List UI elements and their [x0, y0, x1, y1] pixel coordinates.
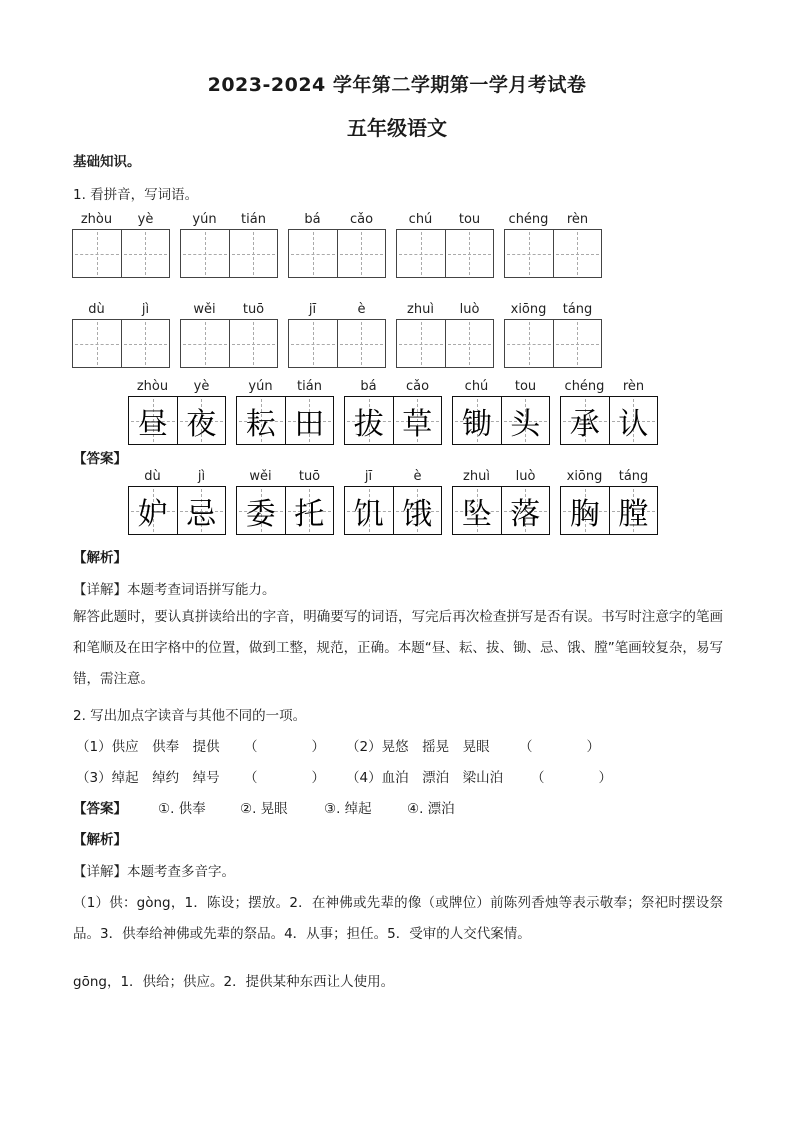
tianzige-cell[interactable]: [121, 230, 170, 277]
pinyin-label: tou: [458, 212, 481, 227]
tianzige-box[interactable]: [396, 319, 494, 368]
pinyin-label: wěi: [249, 469, 272, 484]
pinyin-label: cǎo: [405, 379, 430, 394]
pinyin-label: chéng: [564, 379, 605, 394]
tianzige-box[interactable]: [72, 229, 170, 278]
detail-text: 【详解】本题考查多音字。: [73, 864, 235, 880]
answer-value: ②. 晃眼: [240, 801, 288, 817]
pinyin-label: chú: [408, 212, 433, 227]
explanation-text: （1）供：gòng，1．陈设；摆放。2．在神佛或先辈的像（或牌位）前陈列香烛等表示敬奉；祭祀时摆设祭品。3．供奉给神佛或先辈的祭品。4．从事；担任。5．受审的人交代案情。: [73, 895, 723, 942]
pinyin-label: yún: [248, 379, 273, 394]
answer-cell: 托: [285, 487, 334, 534]
pinyin-label: chú: [464, 379, 489, 394]
tianzige-cell[interactable]: [121, 320, 170, 367]
pinyin-label: zhuì: [463, 469, 490, 484]
pinyin-label: táng: [618, 469, 649, 484]
tianzige-cell[interactable]: [337, 320, 386, 367]
pinyin-label: yè: [137, 212, 154, 227]
pinyin-label: bá: [360, 379, 377, 394]
answer-blank[interactable]: （ ）: [244, 739, 325, 755]
answer-cell: 饥: [345, 487, 393, 534]
q2-item: （3）绰起 绰约 绰号: [76, 770, 220, 786]
answer-blank[interactable]: （ ）: [244, 770, 325, 786]
tianzige-cell[interactable]: [337, 230, 386, 277]
detail-text: 【详解】本题考查词语拼写能力。: [73, 582, 276, 598]
answer-cell: 坠: [453, 487, 501, 534]
tianzige-cell[interactable]: [73, 320, 121, 367]
answer-cell: 忌: [177, 487, 226, 534]
pinyin-label: zhuì: [407, 302, 434, 317]
pinyin-label: è: [357, 302, 366, 317]
answer-cell: 草: [393, 397, 442, 444]
pinyin-label: jì: [141, 302, 150, 317]
tianzige-cell[interactable]: [505, 230, 553, 277]
answer-value: ③. 绰起: [324, 801, 372, 817]
answer-box: [236, 396, 334, 445]
pinyin-label: yún: [192, 212, 217, 227]
q2-prompt: 2. 写出加点字读音与其他不同的一项。: [73, 708, 307, 724]
answer-value: ①. 供奉: [158, 801, 206, 817]
tianzige-cell[interactable]: [289, 320, 337, 367]
answer-cell: 饿: [393, 487, 442, 534]
pinyin-label: luò: [515, 469, 536, 484]
pinyin-label: rèn: [622, 379, 645, 394]
tianzige-cell[interactable]: [397, 230, 445, 277]
tianzige-cell[interactable]: [289, 230, 337, 277]
pinyin-label: dù: [88, 302, 105, 317]
pinyin-label: tou: [514, 379, 537, 394]
answer-box: [236, 486, 334, 535]
answer-blank[interactable]: （ ）: [519, 739, 600, 755]
tianzige-box[interactable]: [504, 229, 602, 278]
q2-item: （4）血泊 漂泊 梁山泊: [346, 770, 504, 786]
tianzige-box[interactable]: [72, 319, 170, 368]
answer-blank[interactable]: （ ）: [531, 770, 612, 786]
pinyin-label: rèn: [566, 212, 589, 227]
q1-prompt: 1. 看拼音，写词语。: [73, 187, 199, 203]
tianzige-cell[interactable]: [73, 230, 121, 277]
answer-label: 【答案】: [73, 451, 127, 467]
pinyin-label: táng: [562, 302, 593, 317]
answer-cell: 田: [285, 397, 334, 444]
explanation-text: gōng，1．供给；供应。2．提供某种东西让人使用。: [73, 974, 395, 990]
answer-box: [128, 396, 226, 445]
answer-cell: 昼: [129, 397, 177, 444]
pinyin-label: jī: [308, 302, 317, 317]
pinyin-label: tuō: [298, 469, 321, 484]
explanation-text: 解答此题时，要认真拼读给出的字音，明确要写的词语，写完后再次检查拼写是否有误。书写时注意字的笔画和笔顺及在田字格中的位置，做到工整，规范，正确。本题“昼、耘、拔、锄、忌、饿、膛”笔画较复杂，易写错，需注意。: [73, 609, 723, 687]
pinyin-label: zhòu: [80, 212, 113, 227]
pinyin-label: luò: [459, 302, 480, 317]
answer-cell: 委: [237, 487, 285, 534]
answer-box: [560, 396, 658, 445]
answer-cell: 膛: [609, 487, 658, 534]
exam-subtitle: 五年级语文: [347, 116, 447, 140]
tianzige-cell[interactable]: [181, 320, 229, 367]
answer-cell: 拔: [345, 397, 393, 444]
answer-cell: 胸: [561, 487, 609, 534]
answer-cell: 头: [501, 397, 550, 444]
tianzige-cell[interactable]: [553, 230, 602, 277]
tianzige-cell[interactable]: [505, 320, 553, 367]
q2-item: （2）晃悠 摇晃 晃眼: [346, 739, 490, 755]
tianzige-cell[interactable]: [445, 320, 494, 367]
pinyin-label: bá: [304, 212, 321, 227]
tianzige-cell[interactable]: [553, 320, 602, 367]
answer-value: ④. 漂泊: [407, 801, 455, 817]
answer-box: [560, 486, 658, 535]
tianzige-cell[interactable]: [445, 230, 494, 277]
analysis-label: 【解析】: [73, 550, 127, 566]
exam-title: 2023-2024 学年第二学期第一学月考试卷: [207, 74, 587, 96]
pinyin-label: tián: [241, 212, 266, 227]
pinyin-label: wěi: [193, 302, 216, 317]
analysis-label: 【解析】: [73, 832, 127, 848]
answer-cell: 妒: [129, 487, 177, 534]
tianzige-cell[interactable]: [229, 320, 278, 367]
answer-cell: 承: [561, 397, 609, 444]
answer-cell: 夜: [177, 397, 226, 444]
pinyin-label: cǎo: [349, 212, 374, 227]
pinyin-label: tián: [297, 379, 322, 394]
answer-box: [344, 486, 442, 535]
section-heading: 基础知识。: [73, 154, 141, 170]
pinyin-label: xiōng: [566, 469, 603, 484]
answer-cell: 认: [609, 397, 658, 444]
tianzige-box[interactable]: [504, 319, 602, 368]
q2-item: （1）供应 供奉 提供: [76, 739, 220, 755]
pinyin-label: xiōng: [510, 302, 547, 317]
tianzige-cell[interactable]: [397, 320, 445, 367]
answer-label: 【答案】: [73, 801, 127, 817]
tianzige-box[interactable]: [180, 319, 278, 368]
pinyin-label: zhòu: [136, 379, 169, 394]
tianzige-box[interactable]: [288, 229, 386, 278]
answer-box: [452, 486, 550, 535]
pinyin-label: jì: [197, 469, 206, 484]
pinyin-label: è: [413, 469, 422, 484]
pinyin-label: chéng: [508, 212, 549, 227]
tianzige-cell[interactable]: [181, 230, 229, 277]
answer-cell: 锄: [453, 397, 501, 444]
tianzige-box[interactable]: [180, 229, 278, 278]
pinyin-label: tuō: [242, 302, 265, 317]
pinyin-label: jī: [364, 469, 373, 484]
answer-box: [344, 396, 442, 445]
answer-box: [452, 396, 550, 445]
pinyin-label: yè: [193, 379, 210, 394]
answer-cell: 耘: [237, 397, 285, 444]
answer-box: [128, 486, 226, 535]
answer-cell: 落: [501, 487, 550, 534]
tianzige-box[interactable]: [288, 319, 386, 368]
tianzige-cell[interactable]: [229, 230, 278, 277]
tianzige-box[interactable]: [396, 229, 494, 278]
pinyin-label: dù: [144, 469, 161, 484]
